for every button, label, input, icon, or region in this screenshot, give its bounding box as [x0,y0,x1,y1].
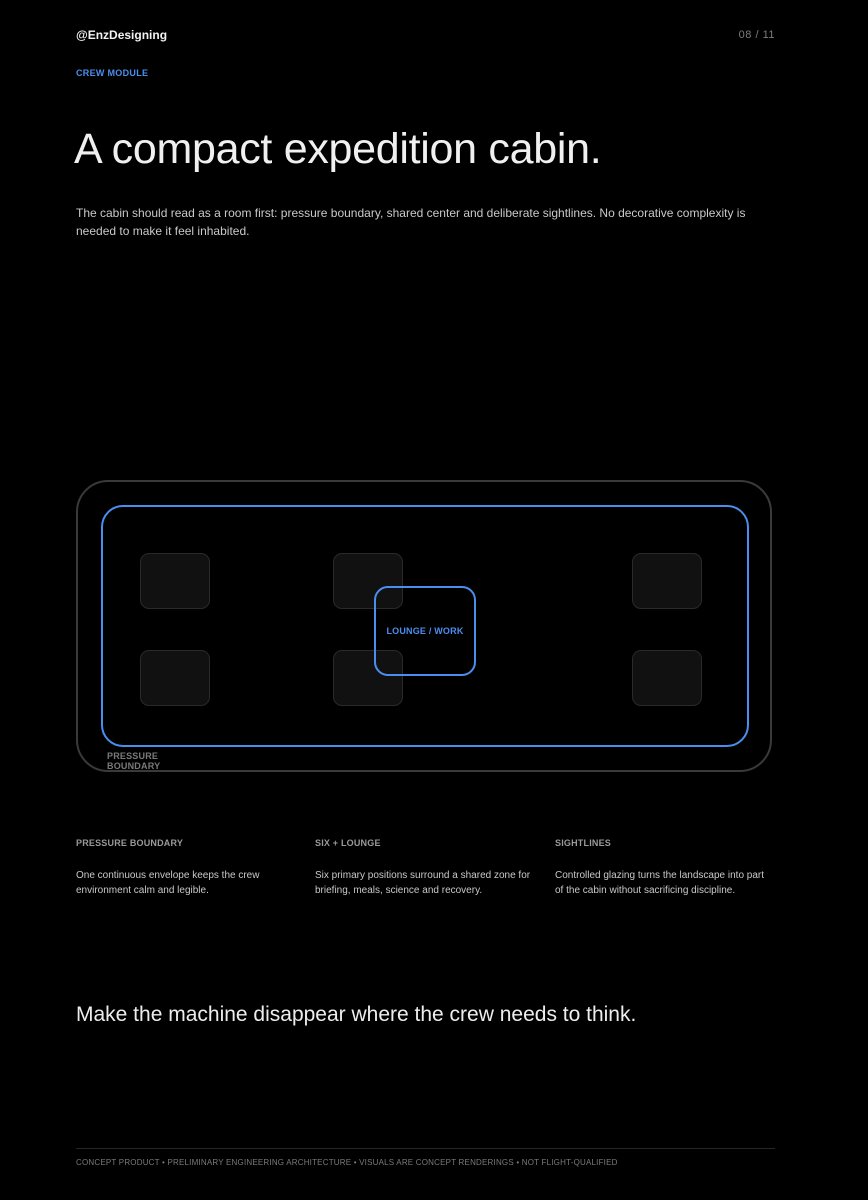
column-body: One continuous envelope keeps the crew environment calm and legible. [76,870,260,896]
crew-position-1 [140,553,210,609]
lounge-label: LOUNGE / WORK [386,626,464,636]
author-handle: @EnzDesigning [76,28,168,42]
page-title: A compact expedition cabin. [74,125,602,173]
column-title: SIX + LOUNGE [315,838,381,848]
footer-divider [76,1148,775,1149]
intro-paragraph: The cabin should read as a room first: pressure boundary, shared center and deliberate sightlines. No decorative complexity is needed to make it feel inhabited. [76,206,746,238]
closing-quote: Make the machine disappear where the crew needs to think. [76,1003,637,1026]
feature-column-sightlines [555,838,775,898]
crew-position-5 [632,553,702,609]
page-number: 08 / 11 [738,29,775,41]
lounge-work-zone [374,586,476,676]
column-body: Six primary positions surround a shared zone for briefing, meals, science and recovery. [315,870,531,896]
section-label: CREW MODULE [76,68,149,78]
feature-column-pressure [76,838,296,898]
column-body: Controlled glazing turns the landscape into part of the cabin without sacrificing discipline. [555,870,765,896]
footer-disclaimer: CONCEPT PRODUCT • PRELIMINARY ENGINEERING ARCHITECTURE • VISUALS ARE CONCEPT RENDERINGS • NOT FLIGHT-QUALIFIED [76,1158,618,1167]
crew-position-6 [632,650,702,706]
column-title: SIGHTLINES [555,838,612,848]
pressure-boundary-label: PRESSURE BOUNDARY [107,751,161,771]
crew-position-2 [140,650,210,706]
column-title: PRESSURE BOUNDARY [76,838,184,848]
feature-column-six-lounge [315,838,535,898]
